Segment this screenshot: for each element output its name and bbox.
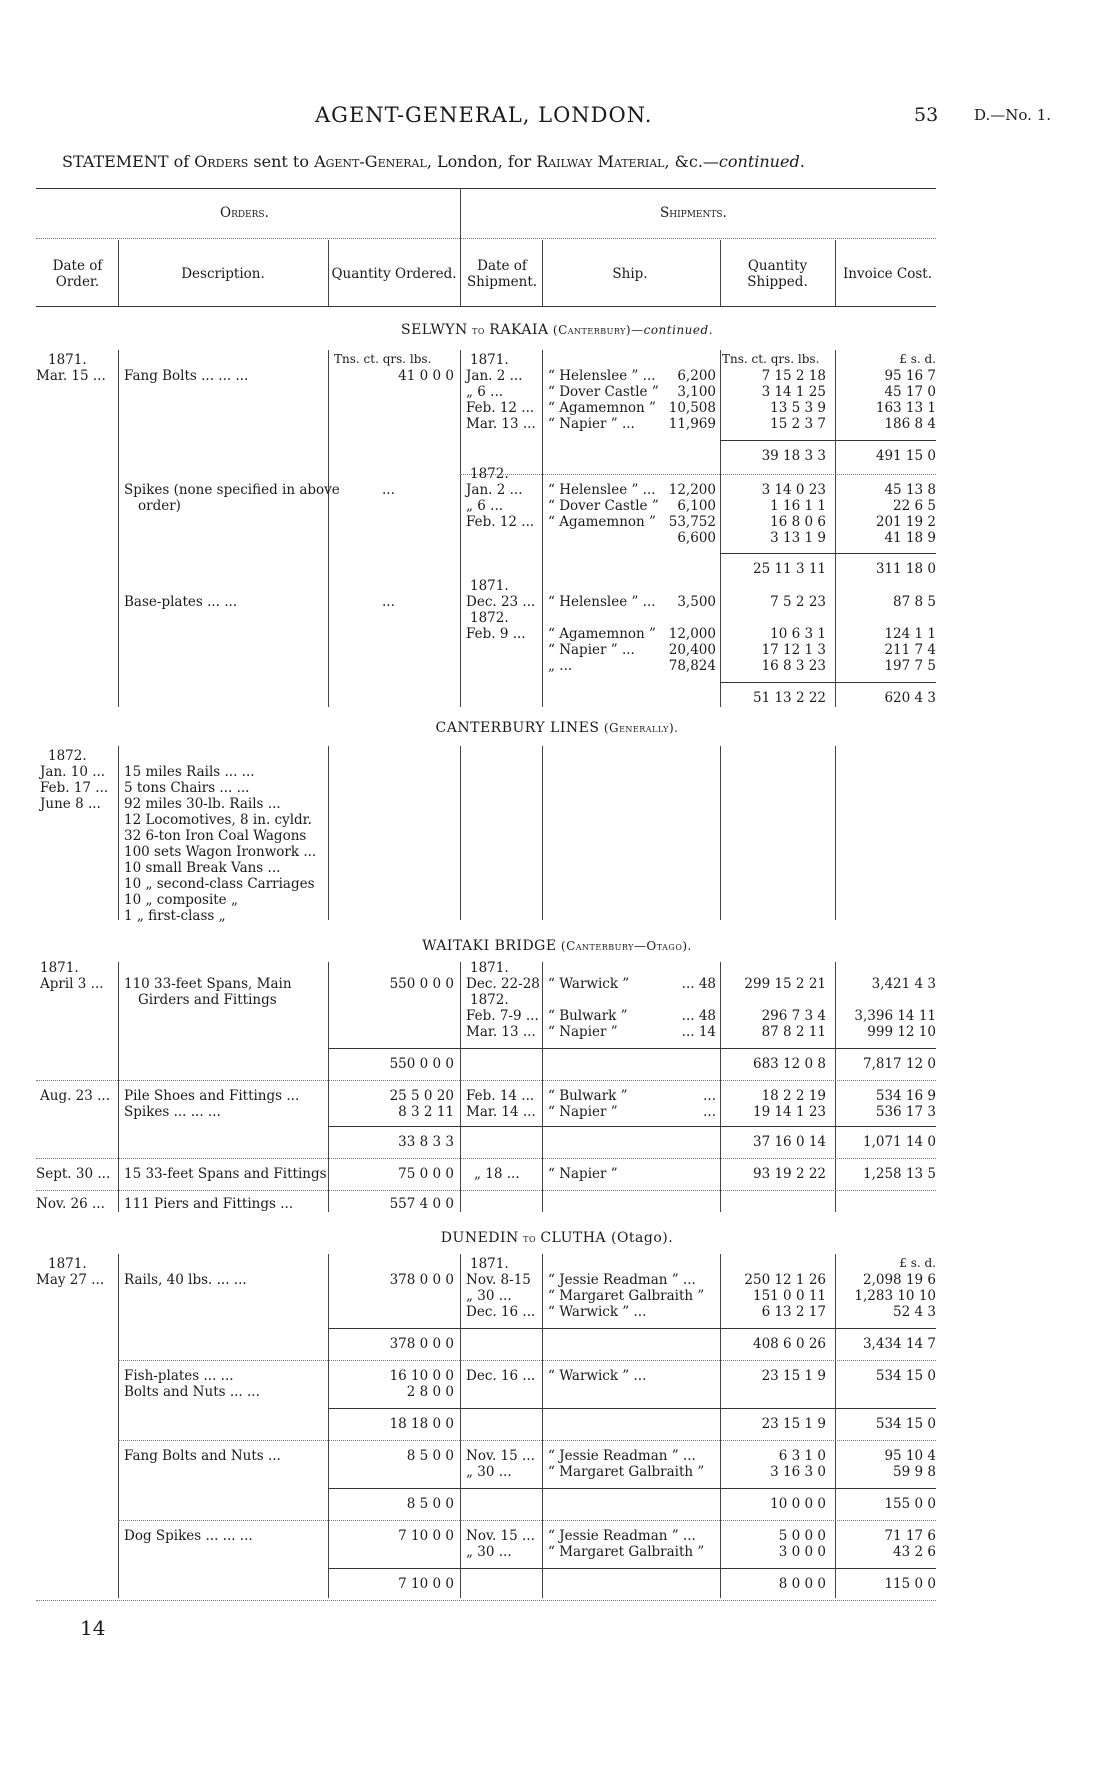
subtotal-ordered: 550 0 0 0 <box>389 1056 454 1072</box>
ship-name: “ Margaret Galbraith ” <box>548 1464 705 1480</box>
invoice-cost: 1,283 10 10 <box>854 1288 936 1304</box>
header-mid-rule <box>36 238 936 239</box>
shipment-date: „ 6 ... <box>466 384 504 400</box>
shipment-date: Mar. 14 ... <box>466 1104 536 1120</box>
subtotal-cost: 155 0 0 <box>884 1496 936 1512</box>
ship-count: 6,200 <box>677 368 716 384</box>
ship-name: “ Napier ” ... <box>548 642 635 658</box>
quantity-ordered: 550 0 0 0 <box>389 976 454 992</box>
order-item: 12 Locomotives, 8 in. cyldr. <box>124 812 312 828</box>
subtotal-cost: 534 15 0 <box>875 1416 936 1432</box>
quantity-shipped: 151 0 0 11 <box>753 1288 826 1304</box>
col-divider <box>720 240 721 306</box>
ship-name: “ Agamemnon ” <box>548 626 656 642</box>
quantity-shipped: 23 15 1 9 <box>761 1368 826 1384</box>
shipment-year: 1871. <box>470 352 509 368</box>
quantity-ordered: 75 0 0 0 <box>398 1166 454 1182</box>
quantity-ordered: 8 3 2 11 <box>398 1104 454 1120</box>
currency-unit-header: £ s. d. <box>899 1256 936 1270</box>
shipment-date: Mar. 13 ... <box>466 416 536 432</box>
ship-count: ... 48 <box>681 976 716 992</box>
col-divider <box>835 1254 836 1598</box>
subtotal-quantity: 25 11 3 11 <box>753 561 826 577</box>
row-rule <box>36 1080 936 1081</box>
shipment-date: Jan. 2 ... <box>466 482 523 498</box>
ship-name: “ Dover Castle ” <box>548 384 659 400</box>
page-number: 53 <box>914 104 939 126</box>
ship-name: “ Helenslee ” ... <box>548 594 656 610</box>
col-divider <box>328 962 329 1212</box>
subtotal-quantity: 408 6 0 26 <box>753 1336 826 1352</box>
order-description: 111 Piers and Fittings ... <box>124 1196 294 1212</box>
footer-page-number: 14 <box>80 1616 106 1640</box>
subtotal-rule <box>720 553 936 554</box>
ship-count: 12,000 <box>668 626 716 642</box>
subtotal-quantity: 51 13 2 22 <box>753 690 826 706</box>
shipment-year: 1872. <box>470 610 509 626</box>
subtotal-ordered: 18 18 0 0 <box>389 1416 454 1432</box>
ship-name: “ Bulwark ” <box>548 1088 628 1104</box>
order-year: 1871. <box>40 960 79 976</box>
col-divider <box>328 350 329 707</box>
quantity-ordered: 2 8 0 0 <box>406 1384 454 1400</box>
header-bottom-rule <box>36 306 936 307</box>
quantity-shipped: 10 6 3 1 <box>770 626 826 642</box>
order-description: Base-plates ... ... <box>124 594 238 610</box>
shipment-year: 1872. <box>470 992 509 1008</box>
col-divider <box>720 746 721 920</box>
subtotal-ordered: 33 8 3 3 <box>398 1134 454 1150</box>
quantity-ordered: ... <box>382 594 395 610</box>
orders-header: Orders. <box>220 205 269 221</box>
row-rule <box>36 1190 936 1191</box>
col-divider <box>460 1254 461 1598</box>
order-date: Aug. 23 ... <box>40 1088 111 1104</box>
quantity-shipped: 19 14 1 23 <box>753 1104 826 1120</box>
subtotal-quantity: 39 18 3 3 <box>761 448 826 464</box>
invoice-cost: 124 1 1 <box>884 626 936 642</box>
order-item: 1 „ first-class „ <box>124 908 226 924</box>
invoice-cost: 45 13 8 <box>884 482 936 498</box>
shipment-date: Dec. 16 ... <box>466 1368 536 1384</box>
running-title: AGENT-GENERAL, LONDON. <box>315 103 653 127</box>
ship-name: “ Napier ” <box>548 1024 618 1040</box>
ship-name: “ Warwick ” <box>548 976 630 992</box>
ship-count: ... 14 <box>681 1024 716 1040</box>
order-date: Nov. 26 ... <box>36 1196 105 1212</box>
row-rule <box>118 1440 936 1441</box>
col-divider <box>118 962 119 1212</box>
col-divider <box>460 350 461 707</box>
col-divider <box>460 188 461 306</box>
section-title-waitaki-bridge: WAITAKI BRIDGE (Canterbury—Otago). <box>422 938 692 954</box>
quantity-ordered: ... <box>382 482 395 498</box>
tons-unit-header: Tns. ct. qrs. lbs. <box>722 352 820 366</box>
subtotal-rule <box>328 1408 936 1409</box>
shipment-date: Feb. 12 ... <box>466 514 535 530</box>
ship-name: “ Dover Castle ” <box>548 498 659 514</box>
order-year: 1871. <box>48 352 87 368</box>
order-description: Fish-plates ... ... <box>124 1368 234 1384</box>
date-of-shipment-header: Date of Shipment. <box>466 258 538 290</box>
subtotal-cost: 311 18 0 <box>875 561 936 577</box>
order-item: 92 miles 30-lb. Rails ... <box>124 796 281 812</box>
section-title-dunedin-clutha: DUNEDIN to CLUTHA (Otago). <box>440 1230 674 1246</box>
ship-name: “ Helenslee ” ... <box>548 482 656 498</box>
subtotal-rule <box>328 1048 936 1049</box>
col-divider <box>835 746 836 920</box>
invoice-cost: 95 16 7 <box>884 368 936 384</box>
order-date: April 3 ... <box>40 976 104 992</box>
quantity-ordered: 25 5 0 20 <box>389 1088 454 1104</box>
quantity-shipped: 3 0 0 0 <box>778 1544 826 1560</box>
ship-count: 3,100 <box>677 384 716 400</box>
ship-name: “ Agamemnon ” <box>548 514 656 530</box>
document-reference: D.—No. 1. <box>974 106 1051 124</box>
subtotal-cost: 620 4 3 <box>884 690 936 706</box>
col-divider <box>542 746 543 920</box>
invoice-cost-header: Invoice Cost. <box>842 266 933 282</box>
shipment-date: Jan. 2 ... <box>466 368 523 384</box>
section-title-canterbury-lines: CANTERBURY LINES (Generally). <box>435 720 679 736</box>
ship-name: „ ... <box>548 658 573 674</box>
invoice-cost: 41 18 9 <box>884 530 936 546</box>
shipment-date: Feb. 12 ... <box>466 400 535 416</box>
ship-name: “ Margaret Galbraith ” <box>548 1288 705 1304</box>
quantity-shipped: 16 8 3 23 <box>761 658 826 674</box>
shipment-date: Dec. 16 ... <box>466 1304 536 1320</box>
invoice-cost: 59 9 8 <box>893 1464 936 1480</box>
subtotal-ordered: 8 5 0 0 <box>406 1496 454 1512</box>
col-divider <box>460 962 461 1212</box>
order-description: 15 33-feet Spans and Fittings <box>124 1166 327 1182</box>
order-description: Fang Bolts and Nuts ... <box>124 1448 281 1464</box>
quantity-ordered: 16 10 0 0 <box>389 1368 454 1384</box>
subtotal-ordered: 7 10 0 0 <box>398 1576 454 1592</box>
quantity-shipped: 7 5 2 23 <box>770 594 826 610</box>
order-item: 100 sets Wagon Ironwork ... <box>124 844 317 860</box>
invoice-cost: 45 17 0 <box>884 384 936 400</box>
subtotal-rule <box>328 1568 936 1569</box>
shipment-date: Feb. 9 ... <box>466 626 526 642</box>
ship-header: Ship. <box>612 266 648 282</box>
subtotal-ordered: 378 0 0 0 <box>389 1336 454 1352</box>
shipment-year: 1871. <box>470 578 509 594</box>
order-description: Fang Bolts ... ... ... <box>124 368 249 384</box>
ship-count: 6,100 <box>677 498 716 514</box>
quantity-shipped: 5 0 0 0 <box>778 1528 826 1544</box>
shipment-date: „ 30 ... <box>466 1288 512 1304</box>
invoice-cost: 3,396 14 11 <box>854 1008 936 1024</box>
col-divider <box>328 1254 329 1598</box>
col-divider <box>118 240 119 306</box>
shipment-year: 1871. <box>470 1256 509 1272</box>
row-rule <box>118 1360 936 1361</box>
quantity-shipped: 3 14 0 23 <box>761 482 826 498</box>
order-description: Pile Shoes and Fittings ... <box>124 1088 300 1104</box>
invoice-cost: 43 2 6 <box>893 1544 936 1560</box>
ship-count: ... <box>703 1104 716 1120</box>
order-description-cont: Girders and Fittings <box>138 992 277 1008</box>
quantity-shipped: 7 15 2 18 <box>761 368 826 384</box>
quantity-shipped: 18 2 2 19 <box>761 1088 826 1104</box>
ship-count: 20,400 <box>668 642 716 658</box>
quantity-shipped: 299 15 2 21 <box>744 976 826 992</box>
quantity-shipped: 3 16 3 0 <box>770 1464 826 1480</box>
quantity-shipped: 6 3 1 0 <box>778 1448 826 1464</box>
invoice-cost: 211 7 4 <box>884 642 936 658</box>
quantity-ordered: 7 10 0 0 <box>398 1528 454 1544</box>
subtotal-quantity: 37 16 0 14 <box>753 1134 826 1150</box>
order-description: Spikes (none specified in above <box>124 482 340 498</box>
subtotal-quantity: 8 0 0 0 <box>778 1576 826 1592</box>
subtotal-quantity: 683 12 0 8 <box>753 1056 826 1072</box>
ship-count: 6,600 <box>677 530 716 546</box>
order-description-cont: order) <box>138 498 181 514</box>
col-divider <box>542 962 543 1212</box>
invoice-cost: 22 6 5 <box>893 498 936 514</box>
col-divider <box>118 1254 119 1598</box>
ship-name: “ Helenslee ” ... <box>548 368 656 384</box>
invoice-cost: 3,421 4 3 <box>871 976 936 992</box>
currency-unit-header: £ s. d. <box>899 352 936 366</box>
subtotal-quantity: 23 15 1 9 <box>761 1416 826 1432</box>
order-item: 32 6-ton Iron Coal Wagons <box>124 828 307 844</box>
quantity-shipped: 15 2 3 7 <box>770 416 826 432</box>
ship-name: “ Napier ” <box>548 1166 618 1182</box>
subtotal-rule <box>720 440 936 441</box>
order-item: 5 tons Chairs ... ... <box>124 780 250 796</box>
section-title-selwyn-rakaia: SELWYN to RAKAIA (Canterbury)—continued. <box>400 322 713 338</box>
quantity-shipped: 17 12 1 3 <box>761 642 826 658</box>
invoice-cost: 2,098 19 6 <box>863 1272 936 1288</box>
shipment-date: „ 30 ... <box>466 1464 512 1480</box>
col-divider <box>835 962 836 1212</box>
subtotal-cost: 491 15 0 <box>875 448 936 464</box>
col-divider <box>118 350 119 707</box>
subtotal-rule <box>328 1488 936 1489</box>
col-divider <box>460 746 461 920</box>
table-top-rule <box>36 188 936 189</box>
statement-subtitle: STATEMENT of Orders sent to Agent-General, London, for Railway Material, &c.—continued. <box>62 152 805 171</box>
ship-name: “ Agamemnon ” <box>548 400 656 416</box>
col-divider <box>835 240 836 306</box>
quantity-shipped: 3 13 1 9 <box>770 530 826 546</box>
ship-name: “ Napier ” ... <box>548 416 635 432</box>
order-date: Feb. 17 ... <box>40 780 109 796</box>
subtotal-rule <box>328 1328 936 1329</box>
order-description: 110 33-feet Spans, Main <box>124 976 292 992</box>
order-year: 1872. <box>48 748 87 764</box>
quantity-shipped: 16 8 0 6 <box>770 514 826 530</box>
quantity-ordered: 378 0 0 0 <box>389 1272 454 1288</box>
quantity-ordered: 8 5 0 0 <box>406 1448 454 1464</box>
order-date: June 8 ... <box>40 796 101 812</box>
quantity-shipped: 6 13 2 17 <box>761 1304 826 1320</box>
order-date: May 27 ... <box>36 1272 105 1288</box>
row-rule <box>36 1158 936 1159</box>
order-description: Dog Spikes ... ... ... <box>124 1528 253 1544</box>
order-item: 10 „ second-class Carriages <box>124 876 315 892</box>
shipment-date: Dec. 23 ... <box>466 594 536 610</box>
order-date: Sept. 30 ... <box>36 1166 111 1182</box>
shipment-date: Nov. 8-15 <box>466 1272 531 1288</box>
invoice-cost: 87 8 5 <box>893 594 936 610</box>
shipment-date: Mar. 13 ... <box>466 1024 536 1040</box>
subtotal-cost: 115 0 0 <box>884 1576 936 1592</box>
ship-count: 53,752 <box>668 514 716 530</box>
ship-name: “ Jessie Readman ” ... <box>548 1528 696 1544</box>
ship-count: 12,200 <box>668 482 716 498</box>
row-rule <box>460 474 936 475</box>
ship-name: “ Margaret Galbraith ” <box>548 1544 705 1560</box>
col-divider <box>328 240 329 306</box>
order-item: 15 miles Rails ... ... <box>124 764 255 780</box>
col-divider <box>542 350 543 707</box>
ship-name: “ Jessie Readman ” ... <box>548 1272 696 1288</box>
invoice-cost: 1,258 13 5 <box>863 1166 936 1182</box>
tons-unit-header: Tns. ct. qrs. lbs. <box>334 352 432 366</box>
shipments-header: Shipments. <box>660 205 727 221</box>
quantity-ordered: 557 4 0 0 <box>389 1196 454 1212</box>
quantity-ordered-header: Quantity Ordered. <box>331 266 457 282</box>
ship-name: “ Warwick ” ... <box>548 1368 647 1384</box>
shipment-year: 1871. <box>470 960 509 976</box>
shipment-date: Feb. 7-9 ... <box>466 1008 539 1024</box>
order-description: Bolts and Nuts ... ... <box>124 1384 260 1400</box>
order-item: 10 „ composite „ <box>124 892 238 908</box>
ship-name: “ Warwick ” ... <box>548 1304 647 1320</box>
quantity-shipped: 3 14 1 25 <box>761 384 826 400</box>
ship-count: 10,508 <box>668 400 716 416</box>
invoice-cost: 534 16 9 <box>875 1088 936 1104</box>
invoice-cost: 534 15 0 <box>875 1368 936 1384</box>
ship-count: 11,969 <box>668 416 716 432</box>
shipment-date: Nov. 15 ... <box>466 1448 535 1464</box>
invoice-cost: 71 17 6 <box>884 1528 936 1544</box>
shipment-date: „ 18 ... <box>474 1166 520 1182</box>
subtotal-cost: 3,434 14 7 <box>863 1336 936 1352</box>
description-header: Description. <box>181 266 265 282</box>
invoice-cost: 999 12 10 <box>867 1024 936 1040</box>
subtotal-quantity: 10 0 0 0 <box>770 1496 826 1512</box>
order-description: Rails, 40 lbs. ... ... <box>124 1272 247 1288</box>
ship-count: 78,824 <box>668 658 716 674</box>
ship-name: “ Napier ” <box>548 1104 618 1120</box>
quantity-shipped: 13 5 3 9 <box>770 400 826 416</box>
order-date: Mar. 15 ... <box>36 368 106 384</box>
invoice-cost: 95 10 4 <box>884 1448 936 1464</box>
order-description: Spikes ... ... ... <box>124 1104 221 1120</box>
ship-count: 3,500 <box>677 594 716 610</box>
invoice-cost: 197 7 5 <box>884 658 936 674</box>
invoice-cost: 186 8 4 <box>884 416 936 432</box>
quantity-shipped: 93 19 2 22 <box>753 1166 826 1182</box>
invoice-cost: 201 19 2 <box>875 514 936 530</box>
quantity-ordered: 41 0 0 0 <box>398 368 454 384</box>
quantity-shipped: 87 8 2 11 <box>761 1024 826 1040</box>
invoice-cost: 536 17 3 <box>875 1104 936 1120</box>
subtotal-rule <box>720 682 936 683</box>
order-item: 10 small Break Vans ... <box>124 860 281 876</box>
shipment-date: „ 6 ... <box>466 498 504 514</box>
col-divider <box>835 350 836 707</box>
col-divider <box>542 1254 543 1598</box>
col-divider <box>328 746 329 920</box>
ship-name: “ Jessie Readman ” ... <box>548 1448 696 1464</box>
shipment-date: Nov. 15 ... <box>466 1528 535 1544</box>
row-rule <box>118 1520 936 1521</box>
order-year: 1871. <box>48 1256 87 1272</box>
subtotal-cost: 1,071 14 0 <box>863 1134 936 1150</box>
invoice-cost: 52 4 3 <box>893 1304 936 1320</box>
invoice-cost: 163 13 1 <box>875 400 936 416</box>
quantity-shipped: 250 12 1 26 <box>744 1272 826 1288</box>
order-date: Jan. 10 ... <box>40 764 106 780</box>
ship-count: ... 48 <box>681 1008 716 1024</box>
shipment-year: 1872. <box>470 466 509 482</box>
subtotal-cost: 7,817 12 0 <box>863 1056 936 1072</box>
quantity-shipped-header: Quantity Shipped. <box>747 258 808 290</box>
quantity-shipped: 296 7 3 4 <box>761 1008 826 1024</box>
shipment-date: Feb. 14 ... <box>466 1088 535 1104</box>
table-bottom-rule <box>36 1600 936 1601</box>
shipment-date: Dec. 22-28 <box>466 976 540 992</box>
subtotal-rule <box>328 1126 936 1127</box>
ship-count: ... <box>703 1088 716 1104</box>
ship-name: “ Bulwark ” <box>548 1008 628 1024</box>
date-of-order-header: Date of Order. <box>52 258 103 290</box>
col-divider <box>118 746 119 920</box>
quantity-shipped: 1 16 1 1 <box>770 498 826 514</box>
col-divider <box>542 240 543 306</box>
shipment-date: „ 30 ... <box>466 1544 512 1560</box>
